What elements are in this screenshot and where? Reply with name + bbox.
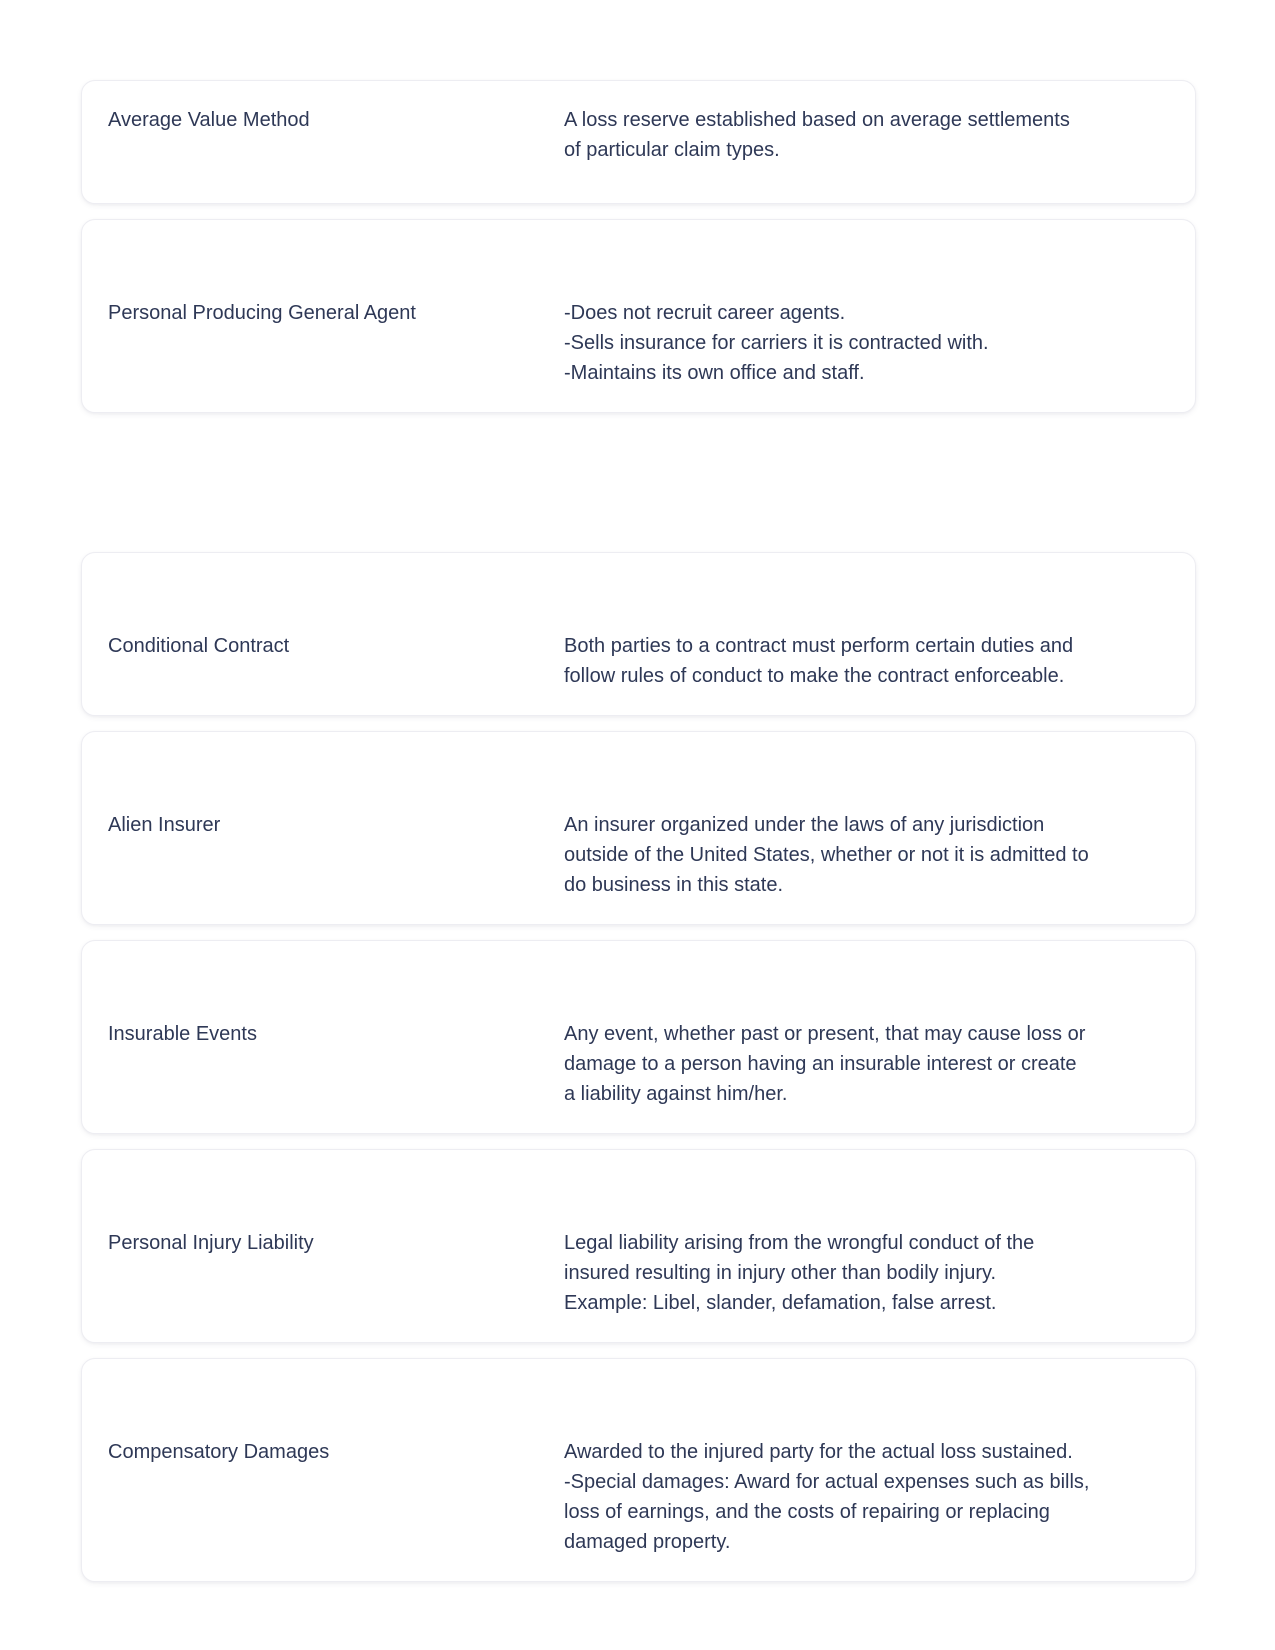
definition-text: Both parties to a contract must perform certain duties and follow rules of conduct to make the contract enforceable. (564, 635, 1074, 687)
flashcard-row (81, 731, 1196, 925)
flashcard-row (81, 219, 1196, 413)
term-text: Compensatory Damages (108, 1441, 330, 1463)
definition-text: Any event, whether past or present, that may cause loss or damage to a person having an insurable interest or create a liability against him/her. (564, 1023, 1086, 1105)
flashcard-row (81, 80, 1196, 204)
flashcard-row (81, 1149, 1196, 1343)
definition-text: Legal liability arising from the wrongful conduct of the insured resulting in injury other than bodily injury. Example: Libel, slander, defamation, false arrest. (564, 1232, 1035, 1314)
term-text: Conditional Contract (108, 635, 290, 657)
term-text: Personal Injury Liability (108, 1232, 314, 1254)
flashcard-row (81, 552, 1196, 716)
term-text: Insurable Events (108, 1023, 257, 1045)
definition-text: A loss reserve established based on average settlements of particular claim types. (564, 109, 1070, 161)
definition-text: -Does not recruit career agents. -Sells insurance for carriers it is contracted with. -Maintains its own office and staff. (564, 302, 989, 384)
flashcard-row (81, 1358, 1196, 1582)
term-text: Average Value Method (108, 109, 310, 131)
definition-text: Awarded to the injured party for the actual loss sustained. -Special damages: Award for actual expenses such as bills, loss of earnings, and the costs of repairing or replacing damaged property. (564, 1441, 1090, 1553)
definition-text: An insurer organized under the laws of any jurisdiction outside of the United States, whether or not it is admitted to do business in this state. (564, 814, 1089, 896)
term-text: Alien Insurer (108, 814, 221, 836)
term-text: Personal Producing General Agent (108, 302, 416, 324)
flashcard-row (81, 940, 1196, 1134)
